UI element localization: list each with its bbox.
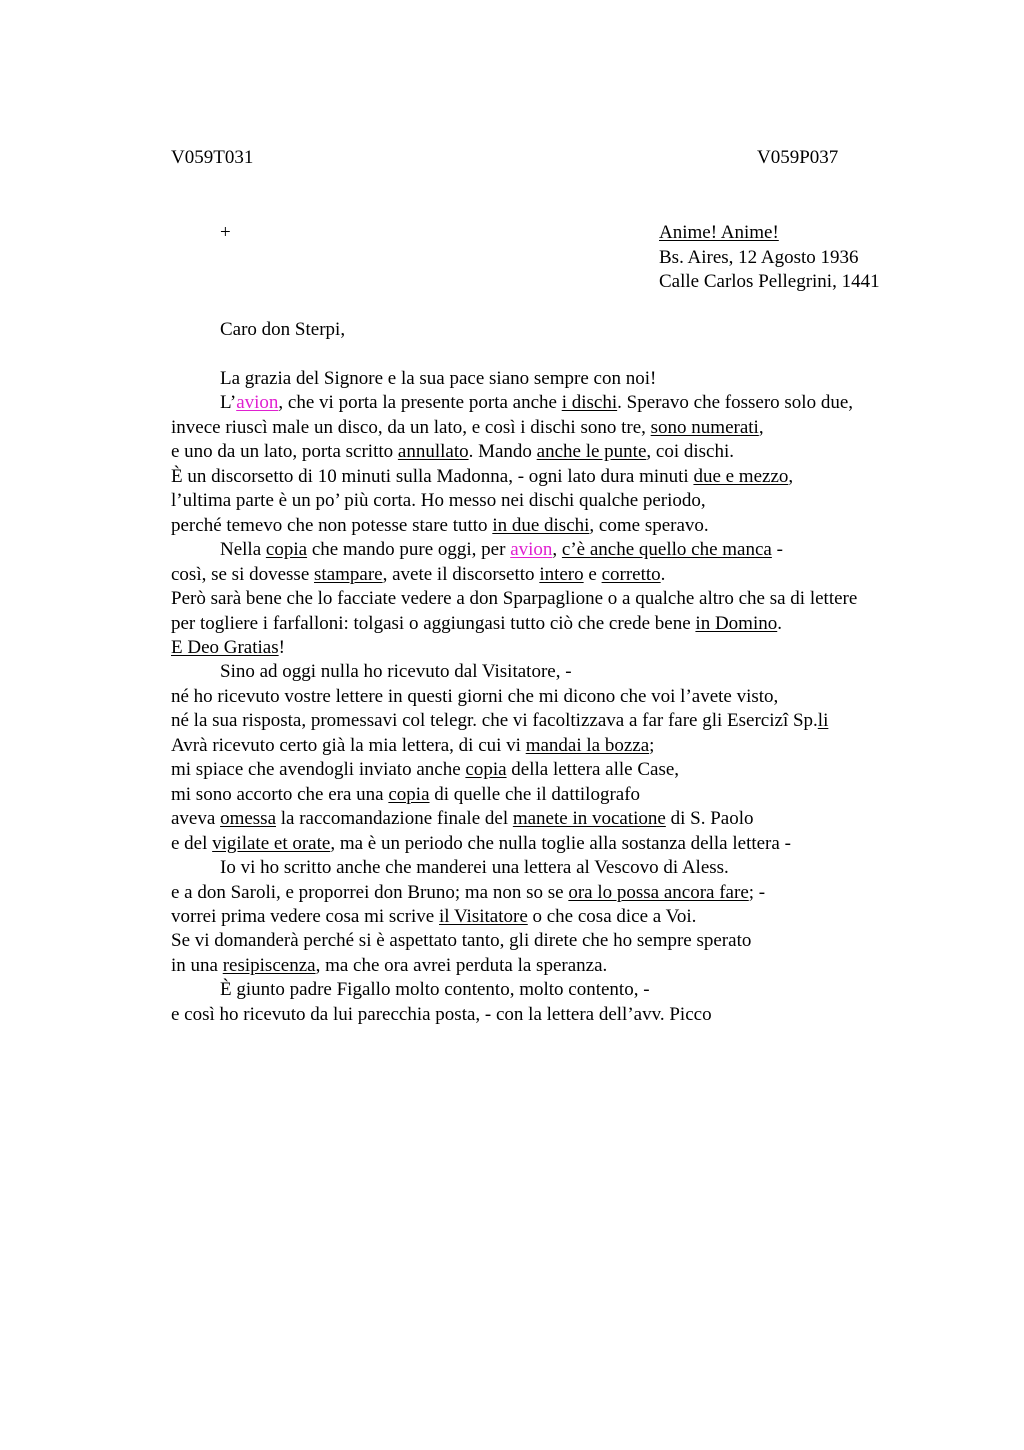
text-segment: aveva <box>171 808 221 830</box>
text-segment: Avrà ricevuto certo già la mia lettera, di cui vi <box>171 734 526 756</box>
underlined-text: E Deo Gratias <box>171 636 279 658</box>
text-segment: ; - <box>748 881 766 903</box>
body-line <box>171 783 901 807</box>
body-line <box>171 978 901 1002</box>
text-segment: per togliere i farfalloni: tolgasi o aggiungasi tutto ciò che crede bene <box>171 612 696 634</box>
text-segment: , <box>552 539 562 561</box>
body-line <box>171 807 901 831</box>
body-line <box>171 440 901 464</box>
text-segment: - <box>771 539 783 561</box>
text-segment: e <box>583 563 602 585</box>
text-segment: , coi dischi. <box>646 441 735 463</box>
text-segment: Nella <box>220 539 266 561</box>
body-line <box>171 391 901 415</box>
underlined-text: avion <box>236 392 279 414</box>
text-segment: , che vi porta la presente porta anche <box>278 392 562 414</box>
text-segment: la raccomandazione finale del <box>276 808 513 830</box>
body-line <box>171 709 901 733</box>
text-segment: È giunto padre Figallo molto contento, molto contento, - <box>220 979 650 1001</box>
text-segment: . Speravo che fossero solo due, <box>617 392 853 414</box>
body-line <box>171 758 901 782</box>
text-segment: ; <box>649 734 655 756</box>
underlined-text: i dischi <box>561 392 618 414</box>
body-line <box>171 489 901 513</box>
underlined-text: resipiscenza <box>222 954 316 976</box>
text-segment: e a don Saroli, e proporrei don Bruno; ma non so se <box>171 881 569 903</box>
text-segment: della lettera alle Case, <box>506 759 680 781</box>
text-segment: perché temevo che non potesse stare tutto <box>171 514 493 536</box>
text-segment: o che cosa dice a Voi. <box>527 905 697 927</box>
body-line <box>171 954 901 978</box>
body-line <box>171 1003 901 1027</box>
text-segment: né ho ricevuto vostre lettere in questi giorni che mi dicono che voi l’avete visto, <box>171 685 779 707</box>
body-line <box>171 636 901 660</box>
text-segment: , avete il discorsetto <box>382 563 540 585</box>
underlined-text: stampare <box>314 563 383 585</box>
underlined-text: il Visitatore <box>439 905 528 927</box>
cross-symbol: + <box>220 222 231 243</box>
text-segment: vorrei prima vedere cosa mi scrive <box>171 905 439 927</box>
body-line <box>171 465 901 489</box>
motto: Anime! Anime! <box>659 222 779 243</box>
underlined-text: ora lo possa ancora fare <box>568 881 749 903</box>
body-line <box>171 685 901 709</box>
text-segment: così, se si dovesse <box>171 563 315 585</box>
text-segment: , <box>758 416 764 438</box>
text-segment: di quelle che il dattilografo <box>429 783 641 805</box>
body-line <box>171 905 901 929</box>
place-date: Bs. Aires, 12 Agosto 1936 <box>659 246 859 268</box>
text-segment: mi sono accorto che era una <box>171 783 389 805</box>
text-segment: in una <box>171 954 223 976</box>
text-segment: . Mando <box>468 441 537 463</box>
underlined-text: sono numerati <box>650 416 759 438</box>
underlined-text: in Domino <box>695 612 778 634</box>
text-segment: Io vi ho scritto anche che manderei una lettera al Vescovo di Aless. <box>220 857 729 879</box>
body-line <box>171 416 901 440</box>
letter-body <box>171 367 901 1027</box>
underlined-text: manete in vocatione <box>512 808 666 830</box>
underlined-text: corretto <box>601 563 661 585</box>
body-line <box>171 856 901 880</box>
body-line <box>171 514 901 538</box>
salutation: Caro don Sterpi, <box>220 319 346 340</box>
text-segment: né la sua risposta, promessavi col telegr. che vi facoltizzava a far fare gli Esercizî Sp. <box>171 710 818 732</box>
underlined-text: mandai la bozza <box>525 734 650 756</box>
underlined-text: vigilate et orate <box>212 832 331 854</box>
text-segment: che mando pure oggi, per <box>307 539 511 561</box>
text-segment: , <box>788 465 794 487</box>
text-segment: La grazia del Signore e la sua pace siano sempre con noi! <box>220 368 657 389</box>
body-line <box>171 881 901 905</box>
text-segment: ! <box>278 636 285 658</box>
underlined-text: omessa <box>220 808 276 830</box>
underlined-text: li <box>817 710 829 732</box>
body-line <box>171 538 901 562</box>
underlined-text: copia <box>265 539 308 561</box>
text-segment: invece riuscì male un disco, da un lato, e così i dischi sono tre, <box>171 416 651 438</box>
text-segment: e uno da un lato, porta scritto <box>171 441 398 463</box>
body-line <box>171 587 901 611</box>
underlined-text: annullato <box>397 441 469 463</box>
underlined-text: in due dischi <box>492 514 590 536</box>
text-segment: Sino ad oggi nulla ho ricevuto dal Visitatore, - <box>220 661 572 683</box>
text-segment: Però sarà bene che lo facciate vedere a don Sparpaglione o a qualche altro che sa di lettere <box>171 588 858 610</box>
body-line <box>171 612 901 636</box>
body-line <box>171 734 901 758</box>
text-segment: mi spiace che avendogli inviato anche <box>171 759 466 781</box>
text-segment: L’ <box>220 392 237 414</box>
sender-address: Calle Carlos Pellegrini, 1441 <box>659 271 880 292</box>
text-segment: e così ho ricevuto da lui parecchia posta, - con la lettera dell’avv. Picco <box>171 1003 712 1025</box>
text-segment: , ma che ora avrei perduta la speranza. <box>315 954 608 976</box>
text-segment: . <box>777 612 782 634</box>
underlined-text: due e mezzo <box>693 465 789 487</box>
text-segment: Se vi domanderà perché si è aspettato tanto, gli direte che ho sempre sperato <box>171 930 752 952</box>
underlined-text: copia <box>388 783 430 805</box>
underlined-text: intero <box>539 563 584 585</box>
text-segment: , come speravo. <box>589 514 709 536</box>
right-document-code: V059P037 <box>757 147 839 168</box>
body-line <box>171 367 901 391</box>
text-segment: È un discorsetto di 10 minuti sulla Madonna, - ogni lato dura minuti <box>171 465 694 487</box>
body-line <box>171 563 901 587</box>
underlined-text: c’è anche quello che manca <box>561 539 772 561</box>
text-segment: e del <box>171 832 213 854</box>
body-line <box>171 660 901 684</box>
text-segment: l’ultima parte è un po’ più corta. Ho messo nei dischi qualche periodo, <box>171 490 706 512</box>
body-line <box>171 832 901 856</box>
underlined-text: avion <box>510 539 553 561</box>
left-document-code: V059T031 <box>171 147 254 168</box>
underlined-text: anche le punte <box>536 441 647 463</box>
letter-heading-block <box>659 221 880 295</box>
text-segment: , ma è un periodo che nulla toglie alla sostanza della lettera - <box>330 832 791 854</box>
text-segment: di S. Paolo <box>665 808 754 830</box>
body-line <box>171 929 901 953</box>
text-segment: . <box>660 563 666 585</box>
underlined-text: copia <box>465 759 507 781</box>
